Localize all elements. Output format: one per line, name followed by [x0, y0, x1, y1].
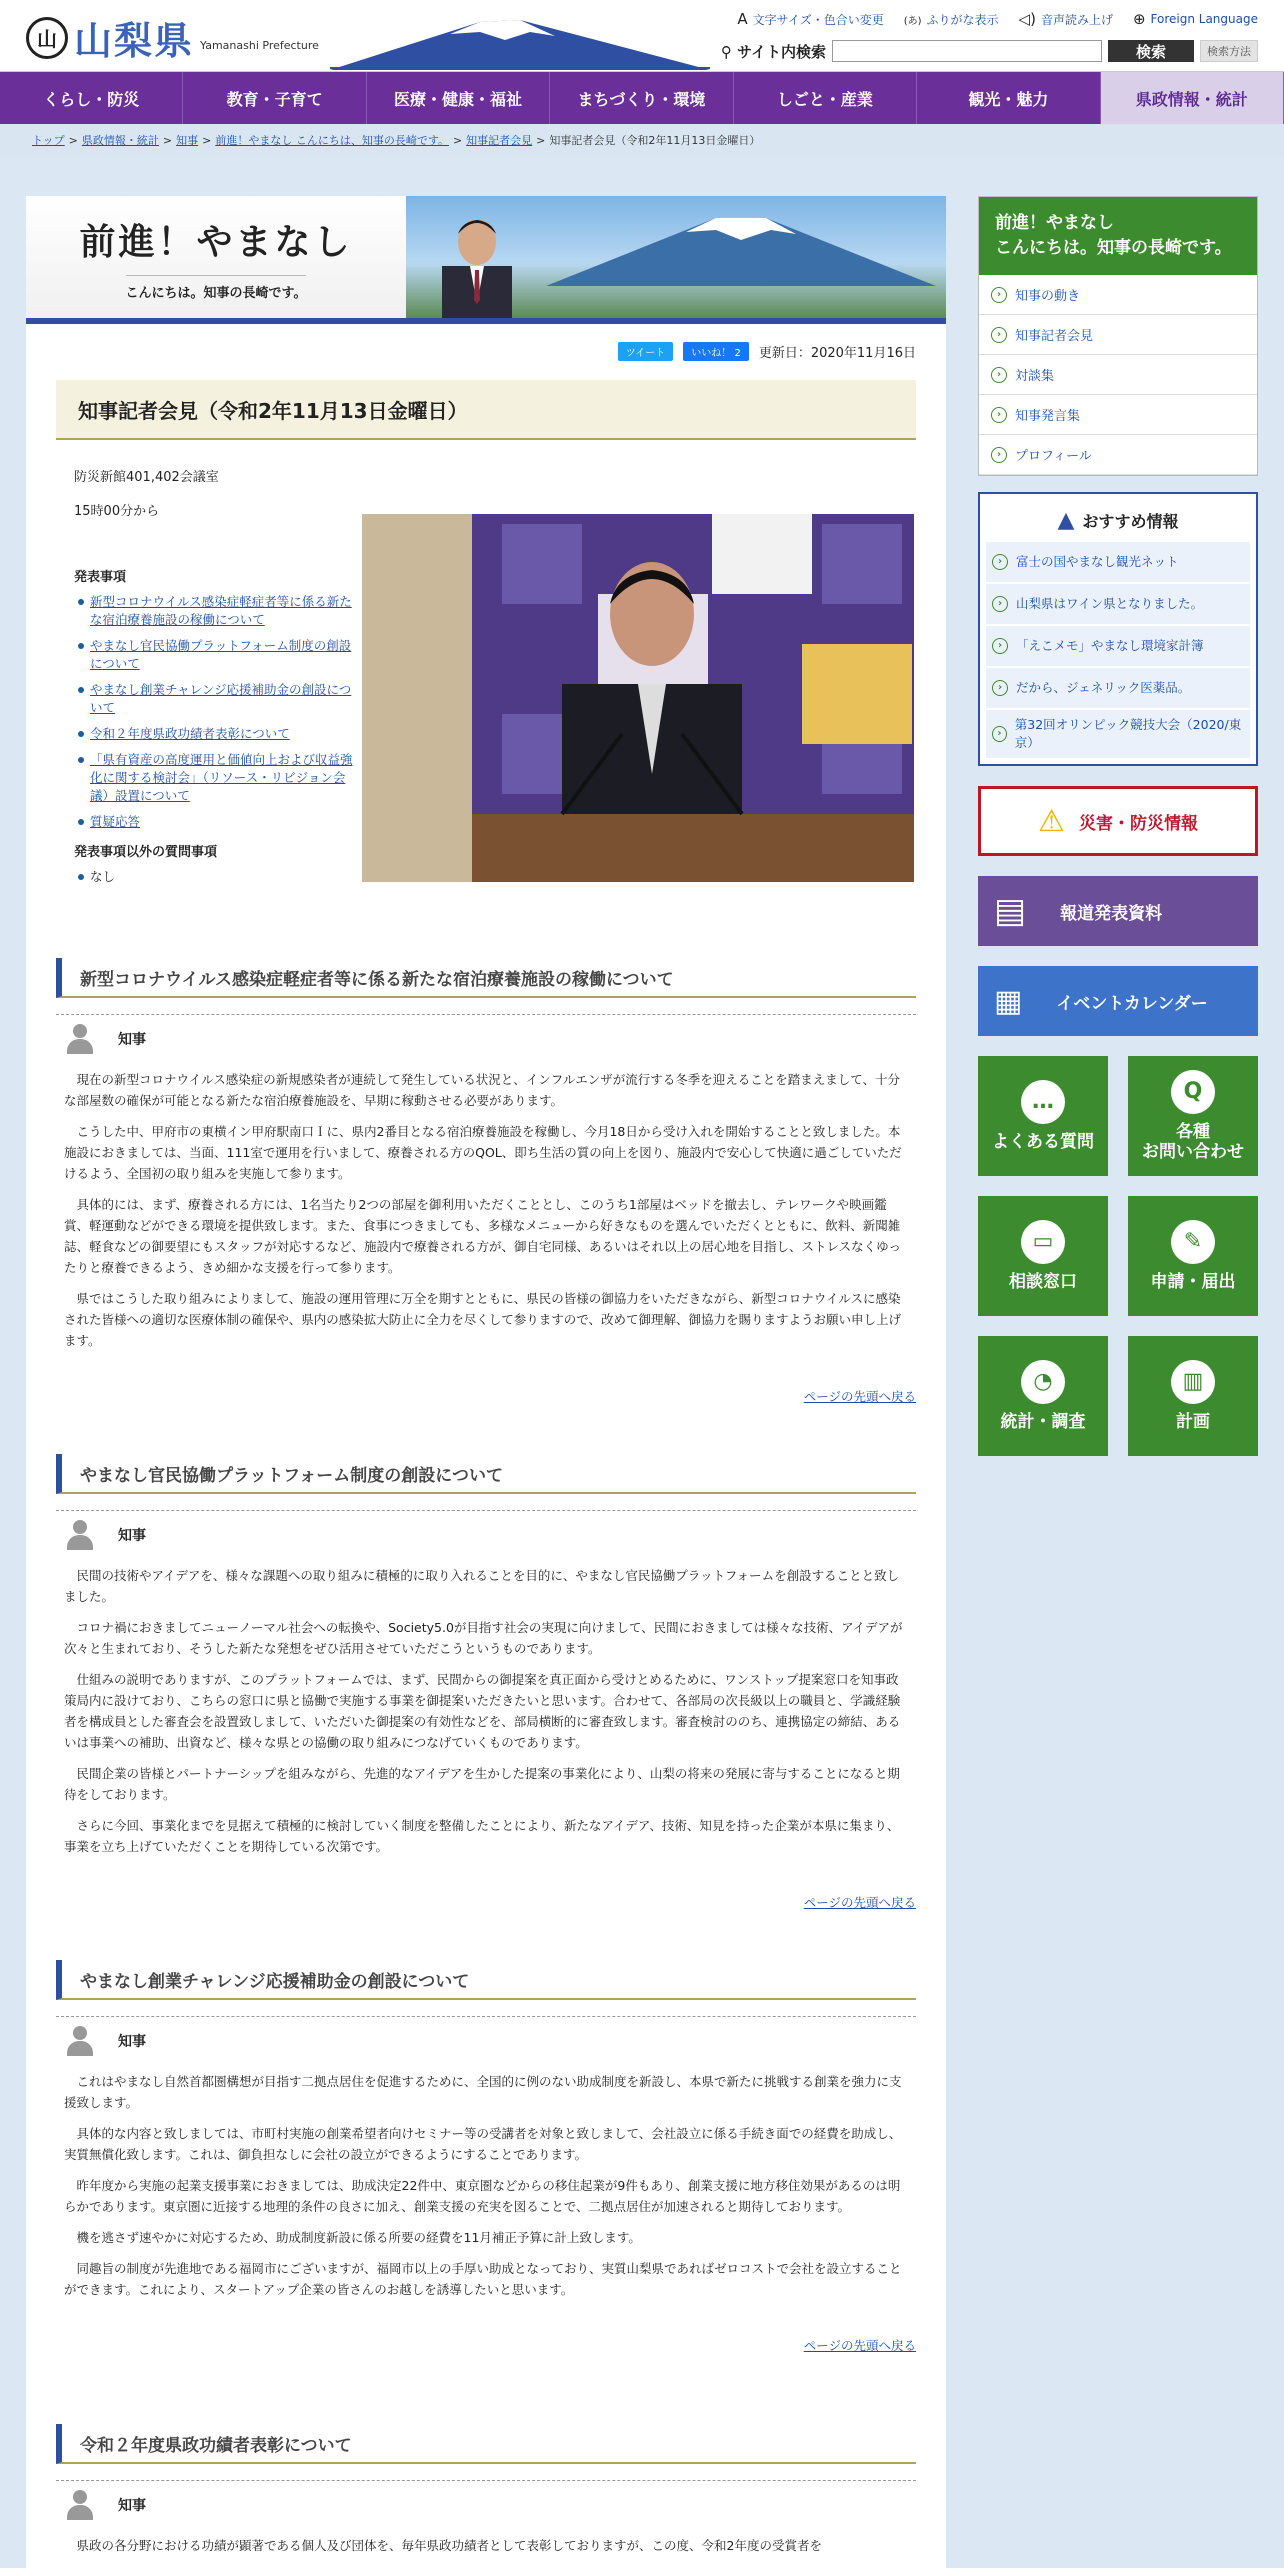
sidebar-item-label: 知事記者会見	[1015, 329, 1094, 344]
event-calendar-button[interactable]	[978, 966, 1258, 1036]
speaker-icon: ◁)	[1018, 10, 1036, 28]
person-icon	[64, 2489, 96, 2521]
grid-label: 相談窓口	[1009, 1272, 1077, 1292]
topic-link[interactable]: やまなし創業チャレンジ応援補助金の創設について	[90, 682, 352, 715]
grid-label: 統計・調査	[1000, 1412, 1086, 1432]
sidebar-item-profile[interactable]	[979, 435, 1257, 475]
arrow-right-icon: ›	[992, 554, 1008, 570]
topics-heading: 発表事項	[74, 570, 127, 585]
press-release-button[interactable]	[978, 876, 1258, 946]
section-platform	[56, 1454, 916, 1911]
list-item	[90, 593, 354, 629]
mount-fuji-illustration	[330, 12, 710, 70]
grid-label: 計画	[1176, 1412, 1210, 1432]
back-to-top-link[interactable]: ページの先頭へ戻る	[803, 1895, 916, 1910]
person-icon	[64, 2025, 96, 2057]
arrow-right-icon: ›	[991, 367, 1007, 383]
sidebar-item-label: 知事の動き	[1015, 289, 1081, 304]
paragraph: 県政の各分野における功績が顕著である個人及び団体を、毎年県政功績者として表彰しておりますが、この度、令和2年度の受賞者を	[76, 2538, 822, 2553]
utility-label: Foreign Language	[1150, 12, 1258, 26]
arrow-right-icon: ›	[991, 447, 1007, 463]
sidebar-item-statements[interactable]	[979, 395, 1257, 435]
disaster-label: 災害・防災情報	[1078, 813, 1198, 834]
qa-icon: Q	[1171, 1070, 1215, 1114]
topic-link[interactable]: 新型コロナウイルス感染症軽症者等に係る新たな宿泊療養施設の稼働について	[90, 594, 352, 627]
other-heading: 発表事項以外の質問事項	[74, 845, 218, 860]
governor-menu-heading[interactable]: 前進！やまなし こんにちは。知事の長崎です。	[979, 197, 1257, 275]
list-item: なし	[90, 868, 354, 886]
person-icon	[64, 1519, 96, 1551]
gnav-item-life[interactable]: くらし・防災	[0, 72, 183, 124]
banner-title: 前進！やまなし	[79, 220, 353, 263]
page-title: 知事記者会見（令和2年11月13日金曜日）	[56, 380, 916, 440]
breadcrumb-sep: >	[68, 133, 78, 147]
press-label: 報道発表資料	[1060, 903, 1163, 924]
breadcrumb-sep: >	[202, 133, 212, 147]
section-heading: 新型コロナウイルス感染症軽症者等に係る新たな宿泊療養施設の稼働について	[56, 958, 916, 998]
arrow-right-icon: ›	[992, 596, 1008, 612]
banner-image	[406, 196, 946, 318]
recommended-item[interactable]	[986, 584, 1250, 624]
gnav-item-tourism[interactable]: 観光・魅力	[917, 72, 1100, 124]
furigana-link[interactable]	[904, 10, 999, 28]
recommended-heading	[986, 500, 1250, 540]
voice-read-link[interactable]	[1019, 10, 1113, 28]
inquiry-button[interactable]	[1128, 1056, 1258, 1176]
arrow-right-icon: ›	[991, 327, 1007, 343]
pen-icon: ✎	[1171, 1220, 1215, 1264]
arrow-right-icon: ›	[991, 407, 1007, 423]
gnav-item-work[interactable]: しごと・産業	[734, 72, 917, 124]
list-item	[90, 681, 354, 717]
list-item	[90, 725, 354, 743]
warning-icon: ⚠	[1038, 803, 1065, 839]
section-startup-subsidy	[56, 1960, 916, 2354]
person-icon	[64, 1023, 96, 1055]
paragraph: コロナ禍におきましてニューノーマル社会への転換や、Society5.0が目指す社会の実現に向けまして、民間におきましては様々な技術、アイデアが次々と生まれており、そうした新たな発想をぜひ活用させていただこうというものであります。	[64, 1620, 903, 1656]
site-header	[0, 0, 1284, 72]
breadcrumb-sep: >	[162, 133, 173, 147]
document-icon: ▤	[994, 891, 1027, 931]
divider	[56, 1014, 916, 1015]
font-size-link[interactable]	[737, 10, 883, 28]
sidebar-item-label: プロフィール	[1015, 449, 1092, 464]
back-to-top-link[interactable]: ページの先頭へ戻る	[803, 2338, 916, 2353]
foreign-language-link[interactable]	[1133, 10, 1258, 28]
utility-label: 音声読み上げ	[1040, 12, 1113, 27]
paragraph: これはやまなし自然首都圏構想が目指す二拠点居住を促進するために、全国的に例のない助成制度を新設し、本県で新たに挑戦する創業を強力に支援致します。	[64, 2074, 902, 2110]
breadcrumb-sep: >	[452, 133, 463, 147]
gnav-item-government[interactable]: 県政情報・統計	[1101, 72, 1284, 124]
pie-chart-icon: ◔	[1021, 1360, 1065, 1404]
topic-link[interactable]: 令和２年度県政功績者表彰について	[90, 726, 290, 741]
sidebar-item-label: 対談集	[1015, 369, 1055, 384]
site-search	[721, 40, 1258, 62]
topics-list	[74, 566, 354, 894]
sidebar	[978, 196, 1258, 1456]
utility-links	[737, 10, 1258, 28]
recommended-label: 第32回オリンピック競技大会（2020/東京）	[1014, 717, 1242, 750]
paragraph: 機を逃さず速やかに対応するため、助成制度新設に係る所要の経費を11月補正予算に計上致します。	[76, 2230, 641, 2245]
arrow-right-icon: ›	[992, 638, 1008, 654]
utility-label: ふりがな表示	[926, 12, 999, 27]
search-help-link[interactable]: 検索方法	[1200, 40, 1258, 62]
recommended-label: だから、ジェネリック医薬品。	[1016, 680, 1191, 695]
paragraph: 民間企業の皆様とパートナーシップを組みながら、先進的なアイデアを生かした提案の事業化により、山梨の将来の発展に寄与することになると期待をしております。	[64, 1766, 900, 1802]
search-input[interactable]	[832, 40, 1102, 62]
prefecture-emblem-icon: 山	[26, 17, 68, 59]
banner-subtitle: こんにちは。知事の長崎です。	[126, 275, 307, 301]
divider	[56, 2480, 916, 2481]
like-button[interactable]: いいね！ 2	[683, 342, 749, 361]
speaker-name: 知事	[118, 2498, 146, 2514]
press-conference-photo	[362, 514, 914, 882]
utility-label: 文字サイズ・色合い変更	[752, 12, 884, 27]
sidebar-item-dialogues[interactable]	[979, 355, 1257, 395]
paragraph: こうした中、甲府市の東横イン甲府駅南口Ｉに、県内2番目となる宿泊療養施設を稼働し、今月18日から受け入れを開始することと致しました。本施設におきましては、当面、111室で運用を行いまして、療養される方のQOL、即ち生活の質の向上を図り、施設内で安心して快適に過ごしていただけるよう、全国初の取り組みを実施して参ります。	[64, 1124, 902, 1181]
recommended-box	[978, 492, 1258, 766]
back-to-top-link[interactable]: ページの先頭へ戻る	[803, 1389, 916, 1404]
speaker	[64, 2489, 916, 2521]
breadcrumb-link[interactable]: 知事記者会見	[466, 134, 533, 147]
sidebar-item-activities[interactable]	[979, 275, 1257, 315]
topic-link[interactable]: 質疑応答	[90, 814, 141, 829]
desk-icon: ▭	[1021, 1220, 1065, 1264]
search-label-text: サイト内検索	[737, 42, 826, 61]
search-label	[721, 41, 826, 62]
gnav-item-town[interactable]: まちづくり・環境	[550, 72, 733, 124]
paragraph: 昨年度から実施の起業支援事業におきましては、助成決定22件中、東京圏などからの移住起業が9件もあり、創業支援に地方移住効果があるのは明らかであります。東京圏に近接する地理的条件の良さに加え、創業支援の充実を図ることで、二拠点居住が加速されると期待しております。	[64, 2178, 901, 2214]
chat-bubble-icon: …	[1021, 1080, 1065, 1124]
consultation-button[interactable]	[978, 1196, 1108, 1316]
speaker-name: 知事	[118, 1032, 146, 1048]
section-heading: やまなし官民協働プラットフォーム制度の創設について	[56, 1454, 916, 1494]
main-content	[26, 196, 946, 2568]
paragraph: 仕組みの説明でありますが、このプラットフォームでは、まず、民間からの御提案を真正面から受けとめるために、ワンストップ提案窓口を知事政策局内に設けており、こちらの窓口に県と協働で実施する事業を御提案いただきたいと思います。合わせて、各部局の次長級以上の職員と、学識経験者を構成員とした審査会を設置致しまして、いただいた御提案の有効性などを、部局横断的に審査致します。審査検討ののち、連携協定の締結、あるいは事業への補助、出資など、様々な県との協働の取り組みにつなげていくものであります。	[64, 1672, 901, 1750]
logo-english: Yamanashi Prefecture	[200, 39, 319, 52]
disaster-info-button[interactable]	[978, 786, 1258, 856]
arrow-right-icon: ›	[992, 726, 1007, 742]
application-button[interactable]	[1128, 1196, 1258, 1316]
recommended-label: 富士の国やまなし観光ネット	[1016, 554, 1179, 569]
mountain-icon: ▲	[1057, 507, 1075, 533]
paragraph: 県ではこうした取り組みによりまして、施設の運用管理に万全を期すとともに、県民の皆様の御協力をいただきながら、新型コロナウイルスに感染された皆様への適切な医療体制の確保や、県内の感染拡大防止に全力を尽くして参りますので、改めて御理解、御協力を賜りますようお願い申し上げます。	[64, 1291, 902, 1348]
topic-link[interactable]: 「県有資産の高度運用と価値向上および収益強化に関する検討会」（リソース・リビジョン会議）設置について	[90, 752, 353, 803]
search-button[interactable]: 検索	[1108, 40, 1194, 62]
list-item	[90, 637, 354, 673]
governor-menu	[978, 196, 1258, 476]
press-photo-illustration	[362, 514, 914, 882]
arrow-right-icon: ›	[991, 287, 1007, 303]
statistics-button[interactable]	[978, 1336, 1108, 1456]
meeting-time: 15時00分から	[74, 504, 160, 519]
mount-fuji-banner-icon	[546, 206, 936, 286]
list-item	[90, 751, 354, 805]
recommended-item[interactable]	[986, 668, 1250, 708]
calendar-icon: ▦	[994, 983, 1023, 1019]
search-icon: ⚲	[720, 42, 732, 61]
speaker	[64, 1519, 916, 1551]
gnav-item-education[interactable]: 教育・子育て	[183, 72, 366, 124]
paragraph: 具体的には、まず、療養される方には、1名当たり2つの部屋を御利用いただくこととし、このうち1部屋はベッドを撤去し、テレワークや映画鑑賞、軽運動などができる環境を提供致します。また、食事につきましても、多様なメニューから好きなものを選んでいただくとともに、飲料、新聞雑誌、軽食などの御要望にもスタッフが対応するなど、施設内で療養される方が、御自宅同様、あるいはそれ以上の居心地を目指し、ストレスなくゆったりと療養できるよう、きめ細かな支援を行って参ります。	[64, 1197, 902, 1275]
topic-link[interactable]: やまなし官民協働プラットフォーム制度の創設について	[90, 638, 352, 671]
banner-text	[26, 196, 406, 318]
speaker	[64, 1023, 916, 1055]
paragraph: 具体的な内容と致しましては、市町村実施の創業希望者向けセミナー等の受講者を対象と致しまして、会社設立に係る手続き面での経費を助成し、実質無償化致します。これは、御負担なしに会社の設立ができるようにすることであります。	[64, 2126, 902, 2162]
section-covid-facility	[56, 958, 916, 1405]
recommended-title: おすすめ情報	[1082, 511, 1179, 531]
speaker-name: 知事	[118, 1528, 146, 1544]
quick-links-grid	[978, 1056, 1258, 1456]
paragraph: 同趣旨の制度が先進地である福岡市にございますが、福岡市以上の手厚い助成となっており、実質山梨県であればゼロコストで会社を設立することができます。これにより、スタートアップ企業の皆さんのお越しを誘導したいと思います。	[64, 2261, 902, 2297]
paragraph: さらに今回、事業化までを見据えて積極的に検討していく制度を整備したことにより、新たなアイデア、技術、知見を持った企業が本県に集まり、事業を立ち上げていただくことを期待している次第です。	[64, 1818, 900, 1854]
breadcrumb-link[interactable]: トップ	[32, 134, 65, 147]
faq-button[interactable]	[978, 1056, 1108, 1176]
speaker-name: 知事	[118, 2034, 146, 2050]
divider	[56, 1510, 916, 1511]
breadcrumb-link[interactable]: 知事	[176, 134, 199, 147]
governor-banner[interactable]	[26, 196, 946, 324]
breadcrumb-link[interactable]: 県政情報・統計	[81, 134, 159, 147]
font-size-icon: A	[737, 10, 748, 28]
recommended-item[interactable]	[986, 542, 1250, 582]
site-logo[interactable]	[26, 10, 319, 65]
logo-kanji: 山梨県	[74, 18, 195, 63]
breadcrumb-link[interactable]: 前進！やまなし こんにちは、知事の長崎です。	[215, 134, 449, 147]
section-heading: 令和２年度県政功績者表彰について	[56, 2424, 916, 2464]
globe-icon: ⊕	[1132, 10, 1146, 28]
section-awards	[56, 2424, 916, 2566]
sidebar-item-press-conference[interactable]	[979, 315, 1257, 355]
sidebar-item-label: 知事発言集	[1015, 409, 1081, 424]
event-label: イベントカレンダー	[1056, 993, 1208, 1014]
grid-label: 申請・届出	[1150, 1272, 1236, 1292]
grid-label: 各種 お問い合わせ	[1142, 1122, 1244, 1162]
breadcrumb-sep: >	[536, 133, 546, 147]
global-nav	[0, 72, 1284, 124]
furigana-icon: (あ)	[903, 15, 922, 27]
paragraph: 現在の新型コロナウイルス感染症の新規感染者が連続して発生している状況と、インフルエンザが流行する冬季を迎えることを踏まえまして、十分な部屋数の確保が可能となる新たな宿泊療養施設を、早期に稼動させる必要があります。	[64, 1072, 901, 1108]
gnav-item-health[interactable]: 医療・健康・福祉	[367, 72, 550, 124]
social-bar	[618, 342, 916, 361]
recommended-item[interactable]	[986, 710, 1250, 758]
arrow-right-icon: ›	[992, 680, 1008, 696]
updated-date: 更新日：2020年11月16日	[758, 346, 916, 361]
governor-portrait	[432, 204, 522, 318]
breadcrumb-current: 知事記者会見（令和2年11月13日金曜日）	[549, 134, 761, 147]
section-heading: やまなし創業チャレンジ応援補助金の創設について	[56, 1960, 916, 2000]
breadcrumb	[0, 124, 1284, 156]
plan-button[interactable]	[1128, 1336, 1258, 1456]
divider	[56, 2016, 916, 2017]
grid-label: よくある質問	[992, 1132, 1094, 1152]
speaker	[64, 2025, 916, 2057]
recommended-label: 「えこメモ」やまなし環境家計簿	[1016, 638, 1204, 653]
tweet-button[interactable]: ツイート	[618, 342, 674, 361]
building-icon: ▥	[1171, 1360, 1215, 1404]
recommended-item[interactable]	[986, 626, 1250, 666]
list-item	[90, 813, 354, 831]
recommended-label: 山梨県はワイン県となりました。	[1016, 596, 1204, 611]
meeting-place: 防災新館401,402会議室	[74, 470, 219, 485]
paragraph: 民間の技術やアイデアを、様々な課題への取り組みに積極的に取り入れることを目的に、やまなし官民協働プラットフォームを創設することと致しました。	[64, 1568, 900, 1604]
